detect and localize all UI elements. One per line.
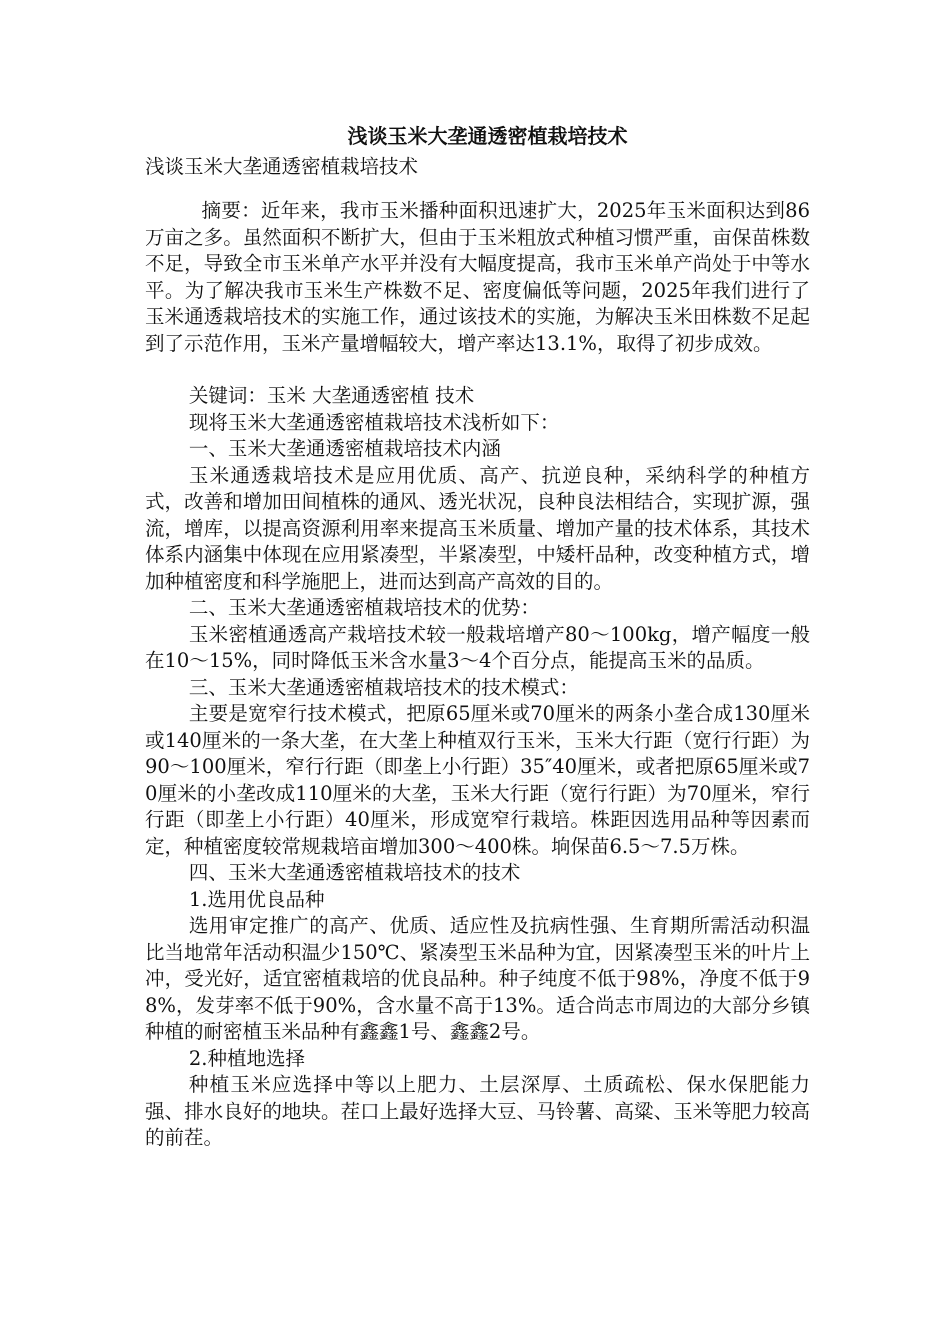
section-1-heading: 一、玉米大垄通透密植栽培技术内涵 — [188, 437, 501, 460]
abstract-paragraph: 摘要：近年来，我市玉米播种面积迅速扩大，2025年玉米面积达到86万亩之多。虽然面积不断扩大，但由于玉米粗放式种植习惯严重，亩保苗株数不足，导致全市玉米单产水平并没有大幅度提高，我市玉米单产尚处于中等水平。为了解决我市玉米生产株数不足、密度偏低等问题，2025年我们进行了玉米通透栽培技术的实施工作，通过该技术的实施，为解决玉米田株数不足起到了示范作用，玉米产量增幅较大，增产率达13.1%，取得了初步成效。 — [145, 199, 810, 355]
document-subtitle: 浅谈玉米大垄通透密植栽培技术 — [145, 155, 419, 178]
subsection-4-1-heading: 1.选用优良品种 — [188, 887, 325, 911]
document-page — [145, 120, 810, 1152]
subsection-4-2-heading: 2.种植地选择 — [188, 1046, 305, 1070]
document-title: 浅谈玉米大垄通透密植栽培技术 — [347, 124, 628, 148]
keywords-line: 关键词：玉米 大垄通透密植 技术 — [188, 384, 475, 407]
subsection-4-1-body: 选用审定推广的高产、优质、适应性及抗病性强、生育期所需活动积温比当地常年活动积温少150℃、紧凑型玉米品种为宜，因紧凑型玉米的叶片上冲，受光好，适宜密植栽培的优良品种。种子纯度不低于98%，净度不低于98%，发芽率不低于90%，含水量不高于13%。适合尚志市周边的大部分乡镇种植的耐密植玉米品种有鑫鑫1号、鑫鑫2号。 — [145, 914, 810, 1043]
intro-line: 现将玉米大垄通透密植栽培技术浅析如下： — [188, 410, 560, 434]
section-1-body: 玉米通透栽培技术是应用优质、高产、抗逆良种，采纳科学的种植方式，改善和增加田间植株的通风、透光状况，良种良法相结合，实现扩源，强流，增库，以提高资源利用率来提高玉米质量、增加产量的技术体系，其技术体系内涵集中体现在应用紧凑型，半紧凑型，中矮杆品种，改变种植方式，增加种植密度和科学施肥上，进而达到高产高效的目的。 — [145, 463, 810, 593]
section-2-heading: 二、玉米大垄通透密植栽培技术的优势： — [188, 596, 540, 619]
section-3-heading: 三、玉米大垄通透密植栽培技术的技术模式： — [188, 675, 579, 699]
section-3-body: 主要是宽窄行技术模式，把原65厘米或70厘米的两条小垄合成130厘米或140厘米的一条大垄，在大垄上种植双行玉米，玉米大行距（宽行行距）为90～100厘米，窄行行距（即垄上小行距）35″40厘米，或者把原65厘米或70厘米的小垄改成110厘米的大垄，玉米大行距（宽行行距）为70厘米，窄行行距（即垄上小行距）40厘米，形成宽窄行栽培。株距因选用品种等因素而定，种植密度较常规栽培亩增加300～400株。垧保苗6.5～7.5万株。 — [145, 702, 810, 858]
section-2-body: 玉米密植通透高产栽培技术较一般栽培增产80～100kg，增产幅度一般在10～15%，同时降低玉米含水量3～4个百分点，能提高玉米的品质。 — [145, 622, 810, 672]
subsection-4-2-body: 种植玉米应选择中等以上肥力、土层深厚、土质疏松、保水保肥能力强、排水良好的地块。茬口上最好选择大豆、马铃薯、高粱、玉米等肥力较高的前茬。 — [145, 1073, 810, 1149]
section-4-heading: 四、玉米大垄通透密植栽培技术的技术 — [188, 861, 521, 884]
